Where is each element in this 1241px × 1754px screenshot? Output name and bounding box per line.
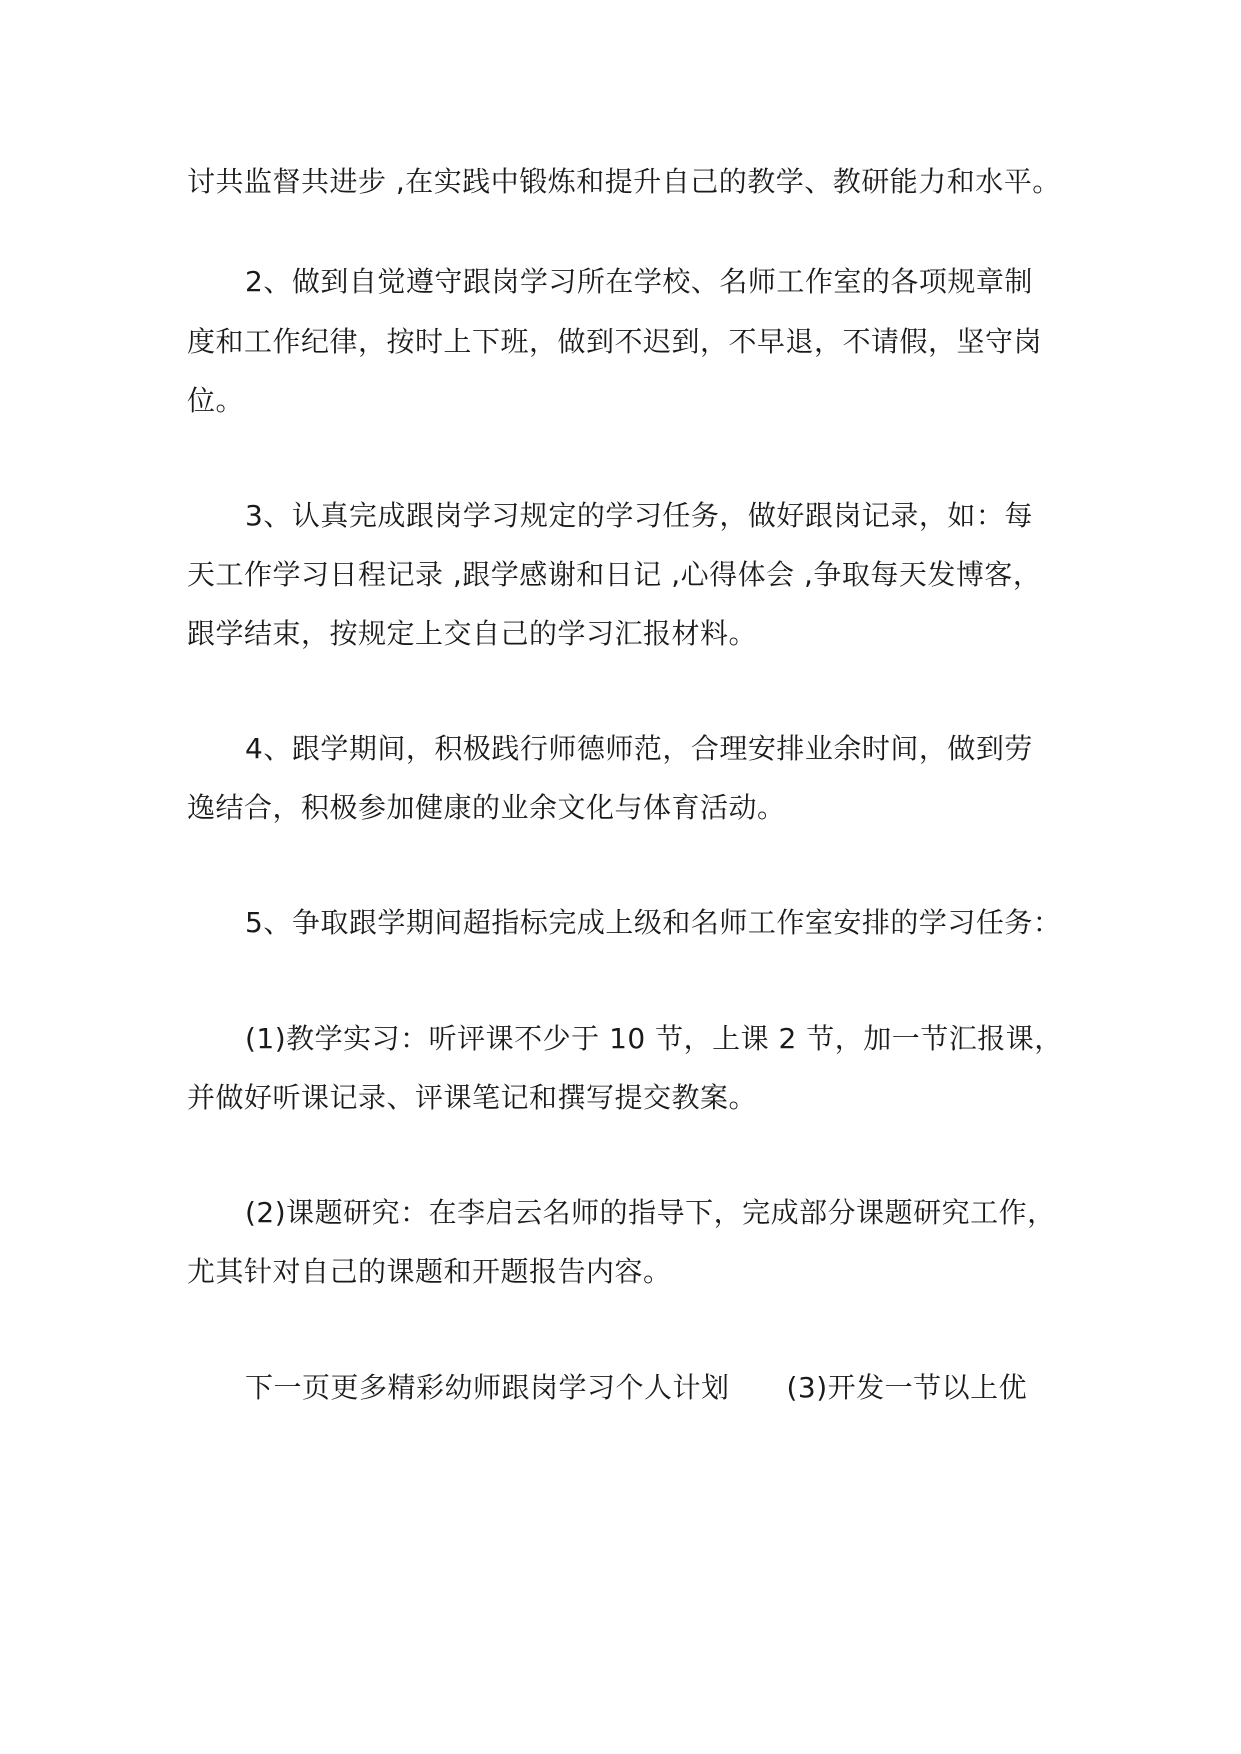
text-line: 跟学结束，按规定上交自己的学习汇报材料。 bbox=[187, 617, 758, 650]
text-line: 位。 bbox=[187, 384, 245, 417]
text-line: 讨共监督共进步 ,在实践中锻炼和提升自己的教学、教研能力和水平。 bbox=[187, 165, 1061, 198]
text-line: 并做好听课记录、评课笔记和撰写提交教案。 bbox=[187, 1081, 758, 1114]
text-line: 2、做到自觉遵守跟岗学习所在学校、名师工作室的各项规章制 bbox=[245, 265, 1033, 298]
text-line: (1)教学实习：听评课不少于 10 节，上课 2 节，加一节汇报课， bbox=[245, 1022, 1063, 1055]
text-line: 4、跟学期间，积极践行师德师范，合理安排业余时间，做到劳 bbox=[245, 732, 1033, 765]
text-line: 度和工作纪律，按时上下班，做到不迟到，不早退，不请假，坚守岗 bbox=[187, 325, 1043, 358]
text-line: (2)课题研究：在李启云名师的指导下，完成部分课题研究工作， bbox=[245, 1196, 1056, 1229]
text-line: 逸结合，积极参加健康的业余文化与体育活动。 bbox=[187, 791, 786, 824]
text-line: 5、争取跟学期间超指标完成上级和名师工作室安排的学习任务： bbox=[245, 906, 1062, 939]
text-line: 下一页更多精彩幼师跟岗学习个人计划 (3)开发一节以上优 bbox=[245, 1371, 1028, 1404]
text-line: 3、认真完成跟岗学习规定的学习任务，做好跟岗记录，如：每 bbox=[245, 499, 1033, 532]
text-line: 天工作学习日程记录 ,跟学感谢和日记 ,心得体会 ,争取每天发博客， bbox=[187, 558, 1042, 591]
text-line: 尤其针对自己的课题和开题报告内容。 bbox=[187, 1255, 672, 1288]
